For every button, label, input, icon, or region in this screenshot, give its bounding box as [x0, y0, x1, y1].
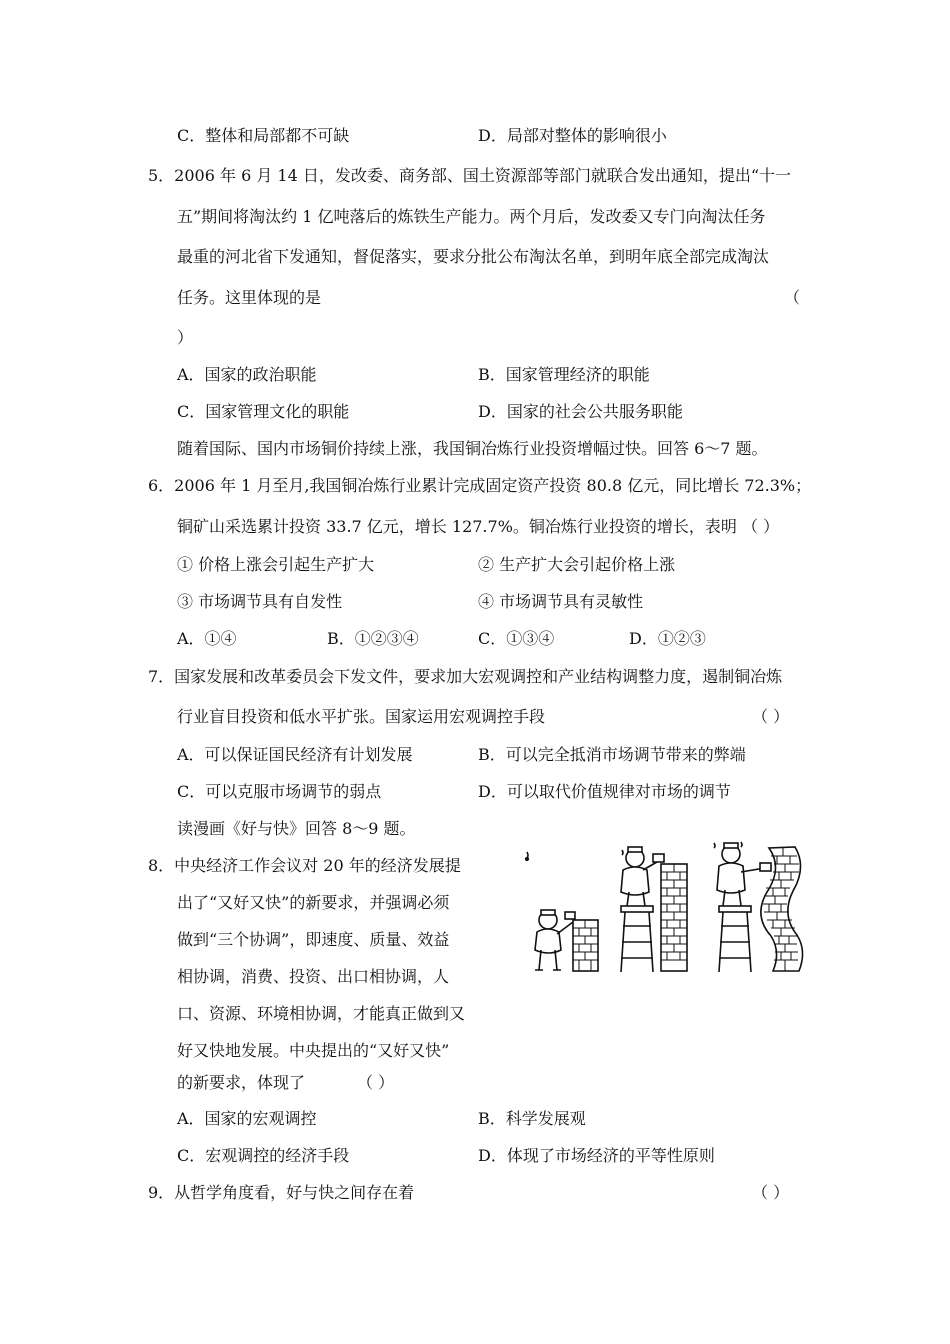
q5-option-a: A．国家的政治职能 [177, 365, 317, 384]
q6-stem-line-2: 铜矿山采选累计投资 33.7 亿元，增长 127.7%。铜冶炼行业投资的增长，表明 （ ） [177, 517, 780, 536]
q7-stem-line-1: 7．国家发展和改革委员会下发文件，要求加大宏观调控和产业结构调整力度，遏制铜冶炼 [148, 667, 783, 686]
q8-answer-paren: （ ） [357, 1073, 395, 1092]
q5-stem-line-2: 五”期间将淘汰约 1 亿吨落后的炼铁生产能力。两个月后，发改委又专门向淘汰任务 [177, 207, 766, 226]
q8-stem-line-7: 的新要求，体现了 [177, 1073, 306, 1092]
q8-stem-line-5: 口、资源、环境相协调，才能真正做到又 [177, 1004, 466, 1023]
q8-option-d: D．体现了市场经济的平等性原则 [478, 1146, 715, 1165]
q8-stem-line-6: 好又快地发展。中央提出的“又好又快” [177, 1041, 450, 1060]
intro-questions-8-9: 读漫画《好与快》回答 8～9 题。 [177, 819, 416, 838]
q8-stem-line-1: 8．中央经济工作会议对 20 年的经济发展提 [148, 856, 461, 875]
q6-option-a: A．①④ [177, 629, 237, 648]
q4-option-d: D．局部对整体的影响很小 [478, 126, 667, 145]
q7-option-d: D．可以取代价值规律对市场的调节 [478, 782, 731, 801]
q8-stem-line-2: 出了“又好又快”的新要求，并强调必须 [177, 893, 450, 912]
q7-option-a: A．可以保证国民经济有计划发展 [177, 745, 413, 764]
q6-option-c: C．①③④ [478, 629, 555, 648]
q6-option-d: D．①②③ [629, 629, 706, 648]
q7-stem-line-2: 行业盲目投资和低水平扩张。国家运用宏观调控手段 [177, 707, 546, 726]
q5-answer-paren-open: （ [784, 288, 801, 307]
q6-option-b: B．①②③④ [327, 629, 419, 648]
q7-answer-paren: （ ） [752, 707, 790, 726]
q9-stem-line-1: 9．从哲学角度看，好与快之间存在着 [148, 1183, 415, 1202]
q5-stem-line-1: 5．2006 年 6 月 14 日，发改委、商务部、国土资源部等部门就联合发出通知，提出“十一 [148, 166, 792, 185]
q5-option-b: B．国家管理经济的职能 [478, 365, 650, 384]
q8-option-a: A．国家的宏观调控 [177, 1109, 317, 1128]
q8-option-c: C．宏观调控的经济手段 [177, 1146, 350, 1165]
q8-stem-line-3: 做到“三个协调”，即速度、质量、效益 [177, 930, 450, 949]
q6-stem-line-1: 6．2006 年 1 月至月,我国铜冶炼行业累计完成固定资产投资 80.8 亿元，同比增长 72.3%； [148, 476, 812, 495]
q7-option-b: B．可以完全抵消市场调节带来的弊端 [478, 745, 746, 764]
q5-stem-line-4: 任务。这里体现的是 [177, 288, 322, 307]
q6-statement-1: ① 价格上涨会引起生产扩大 [177, 555, 375, 574]
q4-option-c: C．整体和局部都不可缺 [177, 126, 350, 145]
intro-questions-6-7: 随着国际、国内市场铜价持续上涨，我国铜冶炼行业投资增幅过快。回答 6～7 题。 [177, 439, 768, 458]
q5-option-d: D．国家的社会公共服务职能 [478, 402, 683, 421]
q6-statement-4: ④ 市场调节具有灵敏性 [478, 592, 644, 611]
q7-option-c: C．可以克服市场调节的弱点 [177, 782, 382, 801]
q6-statement-2: ② 生产扩大会引起价格上涨 [478, 555, 676, 574]
cartoon-good-and-fast [515, 838, 815, 973]
q5-answer-paren-close: ） [177, 328, 194, 347]
q6-statement-3: ③ 市场调节具有自发性 [177, 592, 343, 611]
q9-answer-paren: （ ） [752, 1183, 790, 1202]
q5-stem-line-3: 最重的河北省下发通知，督促落实，要求分批公布淘汰名单，到明年底全部完成淘汰 [177, 247, 770, 266]
q8-option-b: B．科学发展观 [478, 1109, 586, 1128]
q5-option-c: C．国家管理文化的职能 [177, 402, 350, 421]
q8-stem-line-4: 相协调，消费、投资、出口相协调，人 [177, 967, 450, 986]
